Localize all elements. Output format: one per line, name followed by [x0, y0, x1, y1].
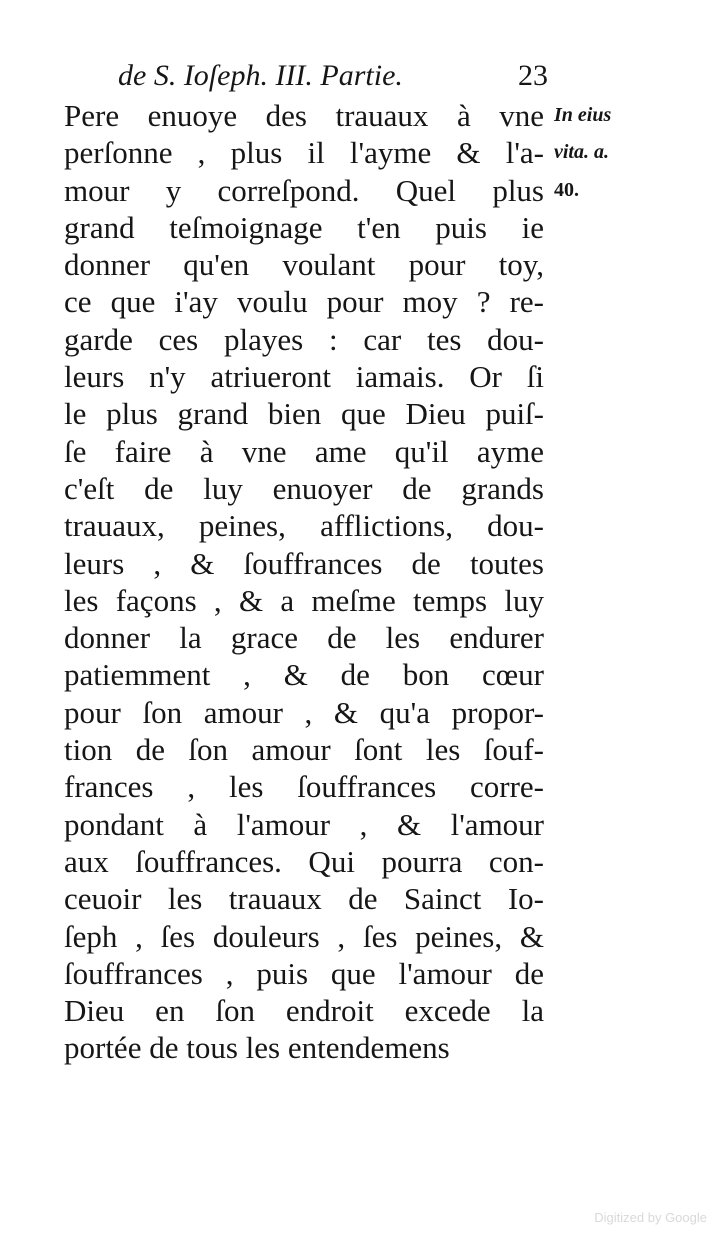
margin-note: vita. a.: [554, 141, 609, 164]
text-line: pondant à l'amour , & l'amour: [64, 806, 544, 842]
text-line: ce que i'ay voulu pour moy ? re-: [64, 284, 544, 320]
margin-note: In eius: [554, 104, 612, 126]
text-line: ſe faire à vne ame qu'il ayme: [64, 433, 544, 469]
text-line: trauaux, peines, afflictions, dou-: [64, 508, 544, 544]
marginal-citation: [554, 97, 644, 209]
text-line: aux ſouffrances. Qui pourra con-: [64, 843, 544, 879]
text-line: mour y correſpond. Quel plus: [64, 172, 544, 208]
text-line: ſouffrances , puis que l'amour de: [64, 955, 544, 991]
text-line: perſonne , plus il l'ayme & l'a-: [64, 135, 544, 171]
text-line: garde ces playes : car tes dou-: [64, 321, 544, 357]
body-text: [64, 97, 544, 1067]
text-line: patiemment , & de bon cœur: [64, 657, 544, 693]
text-line: portée de tous les entendemens: [64, 1030, 450, 1066]
text-line: c'eſt de luy enuoyer de grands: [64, 470, 544, 506]
text-line: Dieu en ſon endroit excede la: [64, 993, 544, 1029]
text-line: frances , les ſouffrances corre-: [64, 769, 544, 805]
page-number: 23: [518, 59, 548, 92]
text-line: les façons , & a meſme temps luy: [64, 582, 544, 618]
text-line: ceuoir les trauaux de Sainct Io-: [64, 881, 544, 917]
text-line: Pere enuoye des trauaux à vne: [64, 98, 544, 133]
digitization-watermark: Digitized by Google: [594, 1210, 707, 1225]
running-header: [118, 56, 548, 96]
text-line: leurs n'y atriueront iamais. Or ſi: [64, 359, 544, 395]
margin-note: 40.: [554, 178, 579, 201]
text-line: pour ſon amour , & qu'a propor-: [64, 694, 544, 730]
text-line: le plus grand bien que Dieu puiſ-: [64, 396, 544, 432]
running-title: de S. Ioſeph. III. Partie.: [118, 59, 403, 92]
text-line: donner qu'en voulant pour toy,: [64, 247, 544, 283]
text-line: donner la grace de les endurer: [64, 620, 544, 656]
text-line: tion de ſon amour ſont les ſouf-: [64, 732, 544, 768]
text-line: leurs , & ſouffrances de toutes: [64, 545, 544, 581]
text-line: grand teſmoignage t'en puis ie: [64, 209, 544, 245]
text-line: ſeph , ſes douleurs , ſes peines, &: [64, 918, 544, 954]
